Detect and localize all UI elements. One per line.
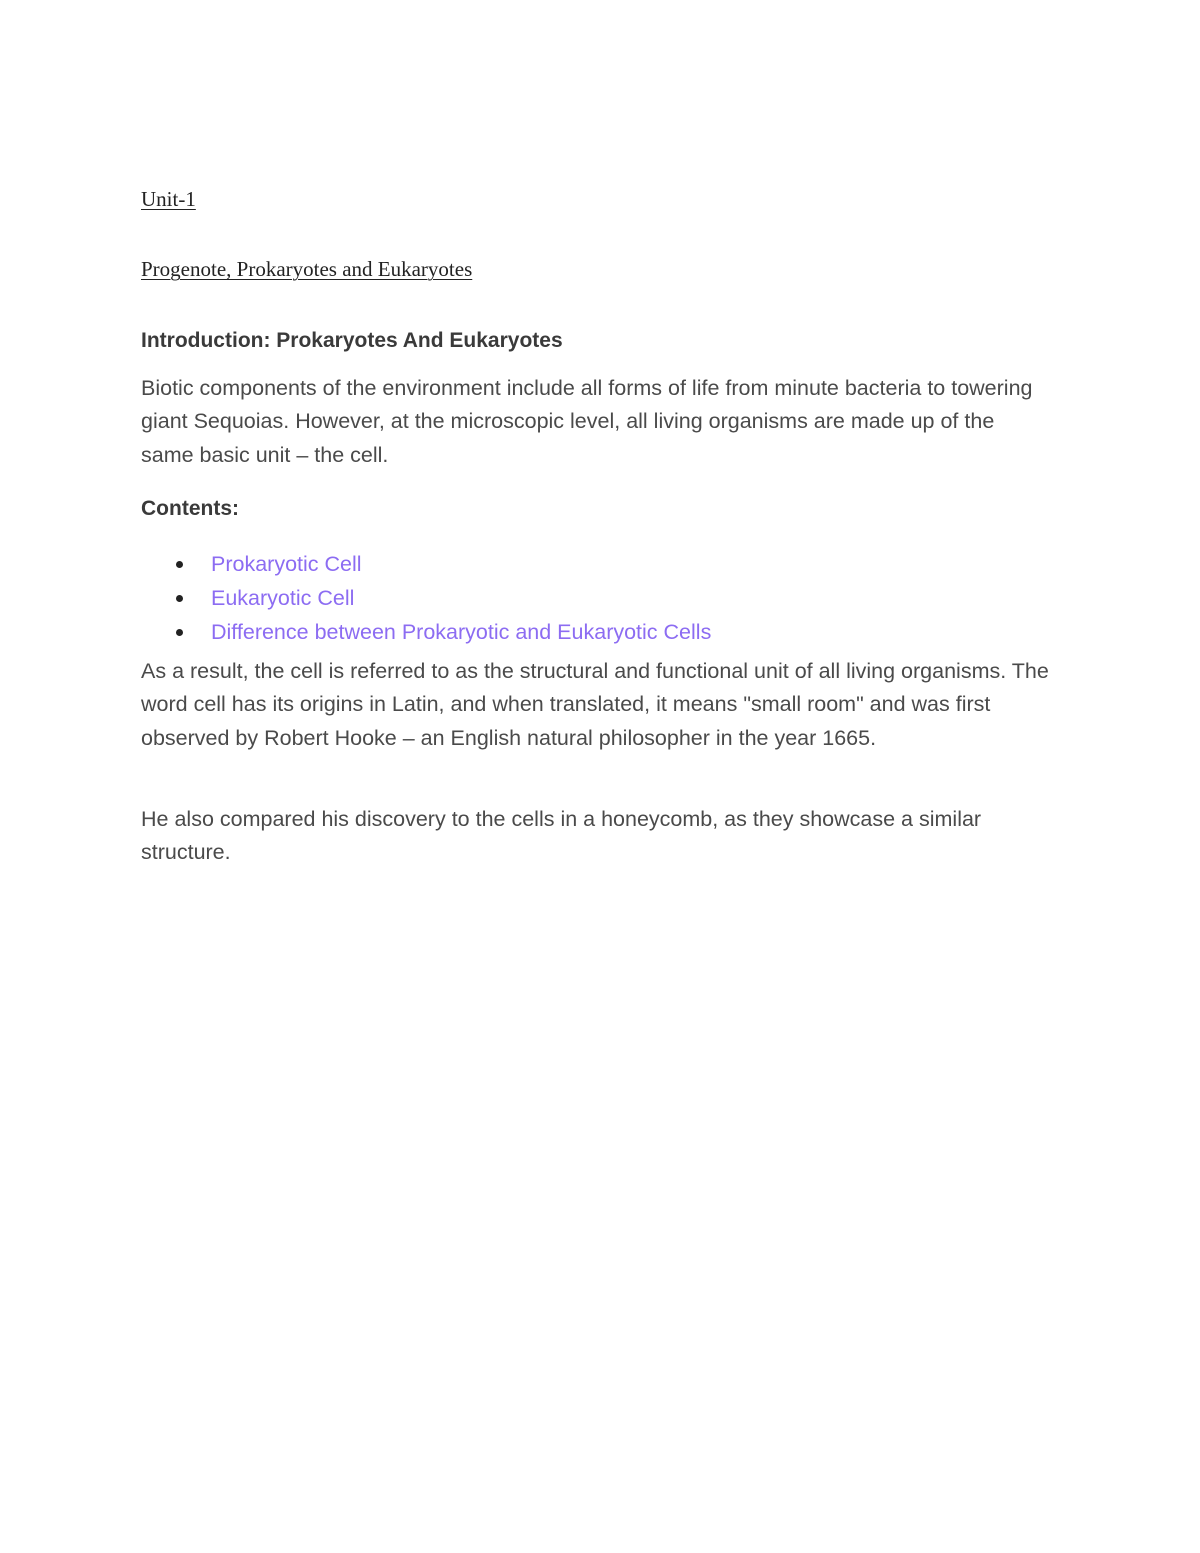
link-prokaryotic-cell[interactable]: Prokaryotic Cell [211, 552, 362, 576]
contents-list-item [141, 581, 711, 615]
body-paragraph-cell-origin: As a result, the cell is referred to as the structural and functional unit of all living organisms. The word cell has its origins in Latin, and when translated, it means "small room" and was first observed by Robert Hooke – an English natural philosopher in the year 1665. [141, 659, 1049, 750]
body-paragraph-honeycomb: He also compared his discovery to the cells in a honeycomb, as they showcase a similar structure. [141, 807, 982, 865]
unit-label: Unit-1 [141, 187, 196, 211]
link-difference-prokaryotic-eukaryotic[interactable]: Difference between Prokaryotic and Eukaryotic Cells [211, 620, 712, 644]
bullet-icon [176, 595, 183, 602]
intro-paragraph: Biotic components of the environment include all forms of life from minute bacteria to towering giant Sequoias. However, at the microscopic level, all living organisms are made up of the same basic unit – the cell. [141, 376, 1033, 467]
intro-heading: Introduction: Prokaryotes And Eukaryotes [141, 329, 563, 352]
contents-list-item [141, 615, 711, 649]
link-eukaryotic-cell[interactable]: Eukaryotic Cell [211, 586, 355, 610]
bullet-icon [176, 561, 183, 568]
bullet-icon [176, 629, 183, 636]
contents-list [141, 547, 711, 649]
contents-list-item [141, 547, 711, 581]
contents-heading: Contents: [141, 497, 239, 520]
document-subtitle: Progenote, Prokaryotes and Eukaryotes [141, 257, 473, 281]
